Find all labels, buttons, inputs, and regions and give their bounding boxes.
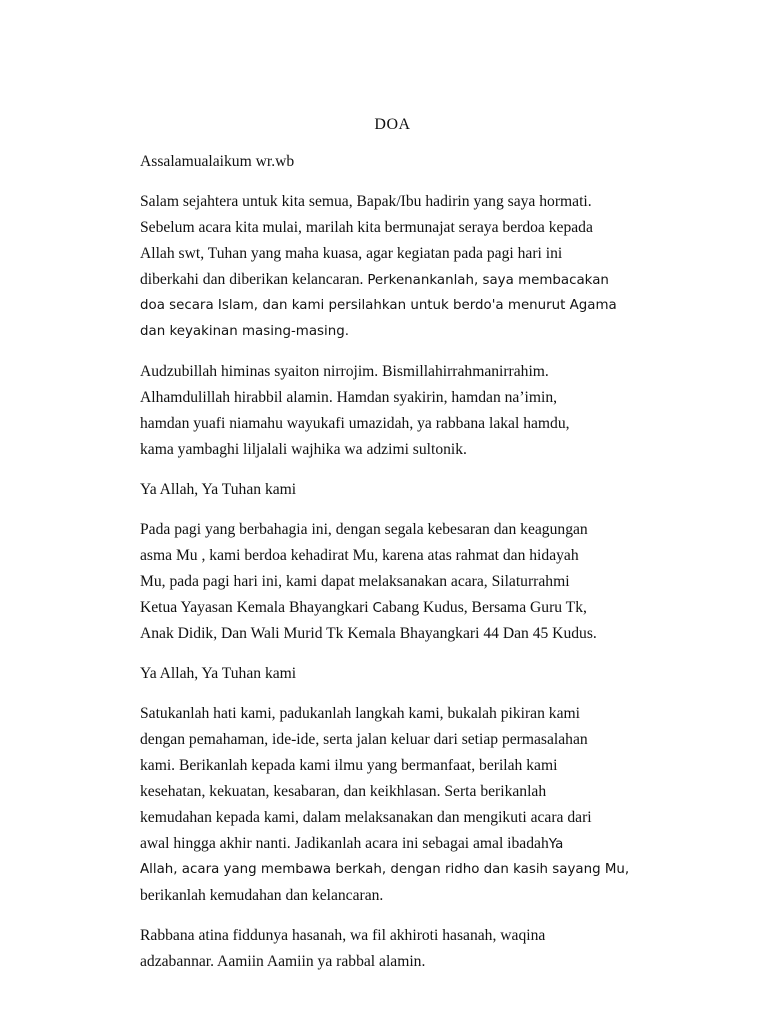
text-line: Pada pagi yang berbahagia ini, dengan segala kebesaran dan keagungan [140, 521, 588, 538]
text-line: dan keyakinan masing-masing. [140, 324, 349, 339]
text-line: adzabannar. Aamiin Aamiin ya rabbal alamin. [140, 953, 426, 970]
text-line: Allah, acara yang membawa berkah, dengan ridho dan kasih sayang Mu, [140, 862, 630, 877]
text-line: dengan pemahaman, ide-ide, serta jalan keluar dari setiap permasalahan [140, 731, 588, 748]
text-line: Sebelum acara kita mulai, marilah kita bermunajat seraya berdoa kepada [140, 219, 593, 236]
text-line: Audzubillah himinas syaiton nirrojim. Bismillahirrahmanirrahim. [140, 363, 549, 380]
greeting-paragraph [140, 149, 700, 175]
text-line: berikanlah kemudahan dan kelancaran. [140, 887, 384, 904]
text-run: diberkahi dan diberikan kelancaran. [140, 271, 364, 288]
text-line [140, 831, 700, 857]
text-line: Satukanlah hati kami, padukanlah langkah kami, bukalah pikiran kami [140, 705, 580, 722]
gratitude-paragraph [140, 517, 700, 647]
text-line: asma Mu , kami berdoa kehadirat Mu, karena atas rahmat dan hidayah [140, 547, 579, 564]
text-line: Allah swt, Tuhan yang maha kuasa, agar kegiatan pada pagi hari ini [140, 245, 563, 262]
invocation-paragraph [140, 477, 700, 503]
text-line: Ya Allah, Ya Tuhan kami [140, 665, 297, 682]
text-line: hamdan yuafi niamahu wayukafi umazidah, ya rabbana lakal hamdu, [140, 415, 570, 432]
text-line: Salam sejahtera untuk kita semua, Bapak/Ibu hadirin yang saya hormati. [140, 193, 592, 210]
text-line: Rabbana atina fiddunya hasanah, wa fil akhiroti hasanah, waqina [140, 927, 546, 944]
text-line: Anak Didik, Dan Wali Murid Tk Kemala Bhayangkari 44 Dan 45 Kudus. [140, 625, 597, 642]
text-line: kesehatan, kekuatan, kesabaran, dan keikhlasan. Serta berikanlah [140, 783, 547, 800]
text-run: C [372, 601, 382, 616]
text-line [140, 267, 700, 293]
text-line: Ya Allah, Ya Tuhan kami [140, 481, 297, 498]
text-run: Ketua Yayasan Kemala Bhayangkari [140, 599, 373, 616]
text-line: kemudahan kepada kami, dalam melaksanakan dan mengikuti acara dari [140, 809, 592, 826]
text-run: awal hingga akhir nanti. Jadikanlah acara ini sebagai amal ibadah [140, 835, 549, 852]
text-line: kami. Berikanlah kepada kami ilmu yang bermanfaat, berilah kami [140, 757, 558, 774]
text-run: Ya [548, 837, 564, 852]
document-body [140, 149, 700, 989]
document-title: DOA [374, 116, 411, 133]
text-line: Alhamdulillah hirabbil alamin. Hamdan syakirin, hamdan na’imin, [140, 389, 558, 406]
text-line: Mu, pada pagi hari ini, kami dapat melaksanakan acara, Silaturrahmi [140, 573, 570, 590]
text-line: doa secara Islam, dan kami persilahkan untuk berdo'a menurut Agama [140, 298, 617, 313]
text-line: kama yambaghi liljalali wajhika wa adzimi sultonik. [140, 441, 467, 458]
text-line [140, 595, 700, 621]
invocation-paragraph [140, 661, 700, 687]
text-run: abang Kudus, Bersama Guru Tk, [381, 599, 587, 616]
text-run: Perkenankanlah, saya membacakan [367, 273, 609, 288]
opening-paragraph [140, 189, 700, 345]
supplication-paragraph [140, 701, 700, 909]
arabic-opening-paragraph [140, 359, 700, 463]
closing-paragraph [140, 923, 700, 975]
text-line: Assalamualaikum wr.wb [140, 153, 295, 170]
